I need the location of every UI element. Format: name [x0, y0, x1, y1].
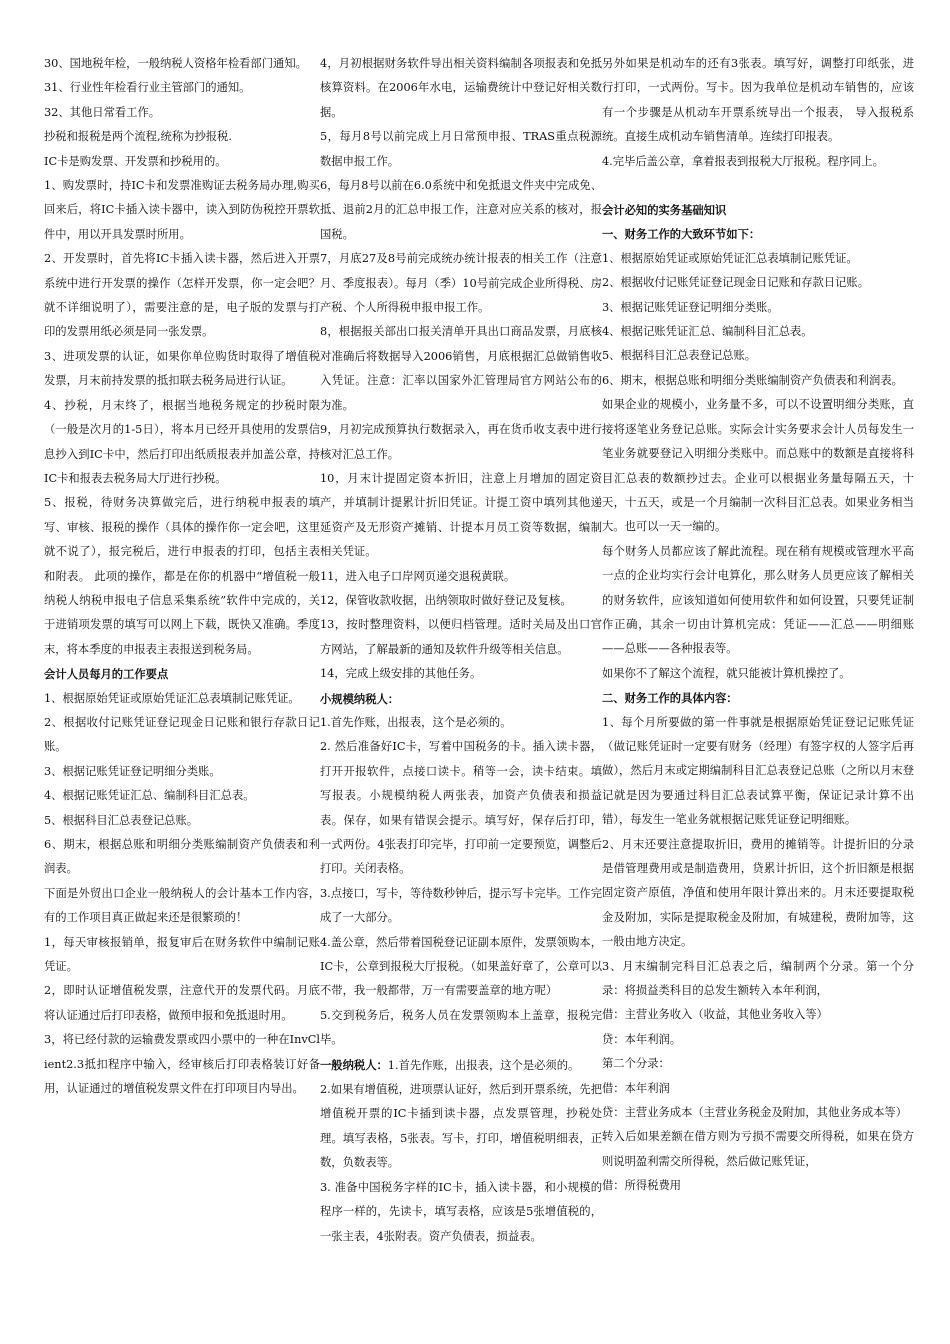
section-heading: 会计人员每月的工作要点	[44, 667, 169, 682]
paragraph: 如果你不了解这个流程，就只能被计算机操控了。	[602, 666, 851, 680]
paragraph: 2，即时认证增值税发票，注意代开的发票代码。月底将认证通过后打印表格，做预申报和免抵退时用。	[44, 984, 320, 1022]
paragraph: 12，保管收款收据，出纳领取时做好登记及复核。	[320, 593, 572, 607]
section-heading: 二、财务工作的具体内容：	[602, 691, 738, 706]
document-page	[44, 52, 914, 1332]
paragraph: 3、根据记账凭证登记明细分类账。	[602, 300, 779, 314]
paragraph: 4，月初根据财务软件导出相关资料编制各项报表和免抵核算资料。在2006年水电，运输费统计中登记好相关数据。	[320, 57, 602, 119]
paragraph: 8，根据报关部出口报关清单开具出口商品发票，月底核对准确后将数据导入2006销售，月底根据汇总做销售收入凭证。注意：汇率以国家外汇管理局官方网站公布的为准。	[320, 325, 602, 412]
paragraph: 14，完成上级安排的其他任务。	[320, 667, 482, 681]
paragraph: 6、期末，根据总账和明细分类账编制资产负债表和利润表。	[44, 838, 320, 876]
paragraph: 贷：本年利润。	[602, 1032, 682, 1046]
paragraph: 30、国地税年检，一般纳税人资格年检看部门通知。	[44, 57, 307, 70]
paragraph: 1、根据原始凭证或原始凭证汇总表填制记账凭证。	[44, 691, 300, 705]
paragraph: 9，月初完成预算执行数据录入，再在货币收支表中进行核对汇总工作。	[320, 423, 602, 461]
paragraph: 7，月底27及8号前完成统办统计报表的相关工作（注意月、季度报表）。每月（季）10号前完成企业所得税、房产税、个人所得税申报申报工作。	[320, 252, 602, 315]
paragraph: 3、月末编制完科目汇总表之后，编制两个分录。第一个分录：将损益类科目的总发生额转入本年利润，	[602, 959, 914, 998]
paragraph: 另外如果是机动车的还有3张表。填写好，调整打印纸张，进行打印，一式两份。写卡。因为我单位是机动车销售的，应该有一个步骤是从机动车开票系统导出一个报表， 导入报税系统。直接生成机动车销售清单。连续打印报表。	[602, 57, 914, 144]
paragraph: 10，月末计提固定资本折旧，注意上月增加的固定资产，并填制计提累计折旧凭证。计提工资中填列其他递延资产及无形资产摊销、计提本月员工资等数据，编制相关凭证。	[320, 471, 602, 559]
paragraph: 4、根据记账凭证汇总、编制科目汇总表。	[602, 325, 813, 339]
paragraph: 11，进入电子口岸网页递交退税黄联。	[320, 569, 516, 583]
paragraph: 4、根据记账凭证汇总、编制科目汇总表。	[44, 789, 255, 803]
paragraph: 3. 准备中国税务字样的IC卡，插入读卡器，和小规模的程序一样的，先读卡，填写表格，应该是5张增值税的，一张主表，4张附表。资产负债表，损益表。	[320, 1180, 602, 1243]
paragraph: 借：本年利润	[602, 1081, 670, 1095]
paragraph: 1、每个月所要做的第一件事就是根据原始凭证登记记账凭证（做记账凭证时一定要有财务（经理）有签字权的人签字后再做），然后月末或定期编制科目汇总表登记总账（之所以月末登记就是因为要通过科目汇总表试算平衡，保证记录计算不出错），每发生一笔业务就根据记账凭证登记明细账。	[602, 715, 914, 827]
paragraph: 每个财务人员都应该了解此流程。现在稍有规模或管理水平高一点的企业均实行会计电算化，那么财务人员更应该了解相关的财务软件，应该知道如何使用软件和如何设置，只要凭证制作正确，其余一切由计算机完成：凭证——汇总——明细账——总账——各种报表等。	[602, 544, 914, 656]
text-column-left	[44, 52, 320, 1101]
paragraph: 5、根据科目汇总表登记总账。	[602, 349, 757, 363]
section-heading: 小规模纳税人：	[320, 691, 400, 706]
paragraph: 2、根据收付记账凭证登记现金日记账和存款日记账。	[602, 276, 870, 290]
section-heading: 会计必知的实务基础知识	[602, 203, 727, 218]
paragraph: 32、其他日常看工作。	[44, 105, 161, 119]
paragraph: 5，每月8号以前完成上月日常预申报、TRAS重点税源数据申报工作。	[320, 130, 602, 168]
text-column-middle	[320, 52, 602, 1249]
paragraph: 2、根据收付记账凭证登记现金日记账和银行存款日记账。	[44, 715, 320, 754]
paragraph: 1.首先作账，出报表，这个是必须的。	[320, 715, 512, 729]
paragraph: 2、月末还要注意提取折旧，费用的摊销等。计提折旧的分录是借管理费用或是制造费用，贷累计折旧，这个折旧额是根据固定资产原值，净值和使用年限计算出来的。月末还要提取税金及附加，实际是提取税金及附加，有城建税，费附加等，这一般由地方决定。	[602, 837, 914, 949]
paragraph: 转入后如果差额在借方则为亏损不需要交所得税，如果在贷方则说明盈利需交所得税，然后做记账凭证，	[602, 1130, 914, 1168]
paragraph-general-taxpayer: 一般纳税人：1.首先作账，出报表，这个是必须的。	[320, 1057, 580, 1072]
paragraph: 4、抄税，月末终了，根据当地税务规定的抄税时限（一般是次月的1-5日），将本月已经开具使用的发票信息抄入到IC卡中，然后打印出纸质报表并加盖公章，持IC卡和报表去税务局大厅进行抄税。	[44, 398, 320, 485]
paragraph: 4.盖公章，然后带着国税登记证副本原件，发票领购本，IC卡，公章到报税大厅报税。（如果盖好章了，公章可以不带，我一般都带，万一有需要盖章的地方呢）	[320, 935, 602, 998]
paragraph: 3、根据记账凭证登记明细分类账。	[44, 764, 221, 778]
paragraph: 13，按时整理资料，以便归档管理。适时关局及出口官方网站，了解最新的通知及软件升级等相关信息。	[320, 618, 602, 656]
paragraph: 4.完毕后盖公章，拿着报表到报税大厅报税。程序同上。	[602, 154, 884, 168]
paragraph: 3、进项发票的认证，如果你单位购货时取得了增值税发票，月末前持发票的抵扣联去税务局进行认证。	[44, 349, 320, 388]
paragraph: 第二个分录：	[602, 1057, 670, 1071]
paragraph: 1，每天审核报销单，报复审后在财务软件中编制记账凭证。	[44, 935, 320, 974]
paragraph: 抄税和报税是两个流程,统称为抄报税.	[44, 130, 232, 144]
paragraph: 借：主营业务收入（收益，其他业务收入等）	[602, 1008, 828, 1022]
paragraph: 2.如果有增值税，进项票认证好，然后到开票系统，先把增值税开票的IC卡插到读卡器，点发票管理，抄税处理。填写表格，5张表。写卡，打印，增值税明细表，正数，负数表等。	[320, 1083, 602, 1170]
paragraph: 3，将已经付款的运输费发票或四小票中的一种在InvClient2.3抵扣程序中输入，经审核后打印表格装订好备用，认证通过的增值税发票文件在打印项目内导出。	[44, 1033, 320, 1096]
paragraph: 5、报税，待财务决算做完后，进行纳税申报表的填写、审核、报税的操作（具体的操作你一定会吧，这里就不说了），报完税后，进行申报表的打印，包括主表和附表。 此项的操作，都是在你的机器中“增值税一般纳税人纳税申报电子信息采集系统”软件中完成的，关于进销项发票的填写可以网上下载，既快又准确。季度末，将本季度的申报表主表报送到税务局。	[44, 496, 320, 656]
paragraph: 5.交到税务后，税务人员在发票领购本上盖章，报税完毕。	[320, 1008, 602, 1047]
paragraph: 1、购发票时，持IC卡和发票准购证去税务局办理,购买回来后，将IC卡插入读卡器中，读入到防伪税控开票软件中，用以开具发票时所用。	[44, 179, 320, 241]
paragraph: 3.点接口，写卡，等待数秒钟后，提示写卡完毕。工作完成了一大部分。	[320, 886, 602, 925]
section-heading: 一、财务工作的大致环节如下：	[602, 227, 761, 242]
paragraph: 6、期末，根据总账和明细分类账编制资产负债表和利润表。	[602, 373, 903, 387]
paragraph: 贷：主营业务成本（主营业务税金及附加，其他业务成本等）	[602, 1106, 908, 1120]
paragraph: 2. 然后准备好IC卡，写着中国税务的卡。插入读卡器，打开开报软件，点接口读卡。稍等一会，读卡结束。填写报表。小规模纳税人两张表，加资产负债表和损益表。保存，如果有错误会提示。填写好，保存后打印，一式两份。4张表打印完毕，打印前一定要预览，调整后打印。关闭表格。	[320, 740, 602, 876]
paragraph: 如果企业的规模小，业务量不多，可以不设置明细分类账，直接将逐笔业务登记总账。实际会计实务要求会计人员每发生一笔业务就要登记入明细分类账中。而总账中的数额是直接将科目汇总表的数额抄过去。企业可以根据业务量每隔五天，十天，十五天，或是一个月编制一次科目汇总表。如果业务相当大。也可以一天一编的。	[602, 398, 914, 534]
paragraph: 下面是外贸出口企业一般纳税人的会计基本工作内容，有的工作项目真正做起来还是很繁琐的！	[44, 886, 320, 925]
paragraph: 1、根据原始凭证或原始凭证汇总表填制记账凭证。	[602, 251, 858, 265]
paragraph: 31、行业性年检看行业主管部门的通知。	[44, 81, 251, 95]
paragraph: IC卡是购发票、开发票和抄税用的。	[44, 154, 227, 168]
paragraph: 6，每月8号以前在6.0系统中和免抵退文件夹中完成免、抵、退前2月的汇总申报工作，注意对应关系的核对，报国税。	[320, 179, 602, 241]
paragraph: 5、根据科目汇总表登记总账。	[44, 813, 199, 827]
text-column-right	[602, 52, 914, 1199]
paragraph: 借：所得税费用	[602, 1179, 682, 1193]
inline-label: 一般纳税人：	[320, 1057, 388, 1072]
paragraph: 2、开发票时，首先将IC卡插入读卡器，然后进入开票系统中进行开发票的操作（怎样开发票，你一定会吧？就不详细说明了），需要注意的是，电子版的发票与打印的发票用纸必须是同一张发票。	[44, 252, 320, 339]
